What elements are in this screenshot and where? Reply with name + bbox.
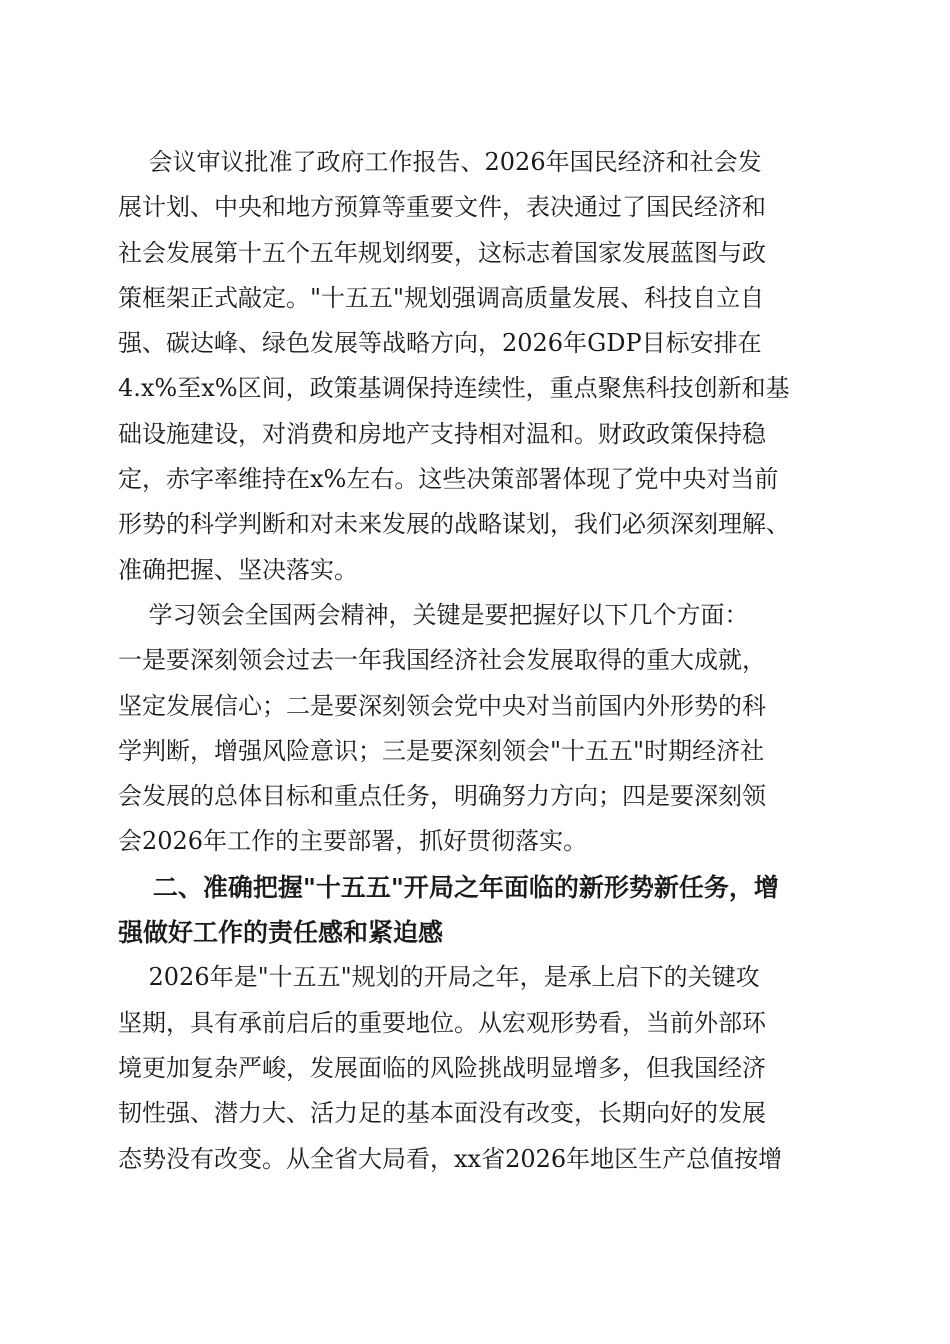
paragraph-line: 4.x%至x%区间，政策基调保持连续性，重点聚焦科技创新和基	[118, 374, 790, 403]
paragraph-line: 学判断，增强风险意识；三是要深刻领会"十五五"时期经济社	[118, 736, 765, 765]
paragraph-line: 会2026年工作的主要部署，抓好贯彻落实。	[118, 827, 588, 856]
paragraph-line: 形势的科学判断和对未来发展的战略谋划，我们必须深刻理解、	[118, 510, 790, 539]
paragraph-line: 会议审议批准了政府工作报告、2026年国民经济和社会发	[118, 148, 762, 176]
paragraph-line: 策框架正式敲定。"十五五"规划强调高质量发展、科技自立自	[118, 283, 765, 312]
paragraph-line: 础设施建设，对消费和房地产支持相对温和。财政政策保持稳	[118, 419, 766, 448]
paragraph-line: 韧性强、潜力大、活力足的基本面没有改变，长期向好的发展	[118, 1099, 766, 1128]
paragraph-line: 学习领会全国两会精神，关键是要把握好以下几个方面：	[118, 600, 749, 629]
section-heading-line: 二、准确把握"十五五"开局之年面临的新形势新任务，增	[118, 872, 779, 902]
paragraph-line: 定，赤字率维持在x%左右。这些决策部署体现了党中央对当前	[118, 465, 779, 494]
paragraph-line: 强、碳达峰、绿色发展等战略方向，2026年GDP目标安排在	[118, 329, 762, 358]
paragraph-line: 一是要深刻领会过去一年我国经济社会发展取得的重大成就，	[118, 646, 766, 675]
paragraph-line: 准确把握、坚决落实。	[118, 555, 358, 584]
paragraph-line: 坚定发展信心；二是要深刻领会党中央对当前国内外形势的科	[118, 691, 766, 720]
paragraph-line: 社会发展第十五个五年规划纲要，这标志着国家发展蓝图与政	[118, 238, 766, 267]
paragraph-line: 会发展的总体目标和重点任务，明确努力方向；四是要深刻领	[118, 782, 766, 811]
paragraph-line: 2026年是"十五五"规划的开局之年，是承上启下的关键攻	[118, 963, 760, 992]
paragraph-line: 境更加复杂严峻，发展面临的风险挑战明显增多，但我国经济	[118, 1053, 766, 1082]
paragraph-line: 态势没有改变。从全省大局看，xx省2026年地区生产总值按增	[118, 1144, 783, 1173]
section-heading-line: 强做好工作的责任感和紧迫感	[118, 918, 444, 948]
paragraph-line: 展计划、中央和地方预算等重要文件，表决通过了国民经济和	[118, 193, 766, 222]
document-body	[118, 140, 830, 1182]
paragraph-line: 坚期，具有承前启后的重要地位。从宏观形势看，当前外部环	[118, 1008, 766, 1037]
